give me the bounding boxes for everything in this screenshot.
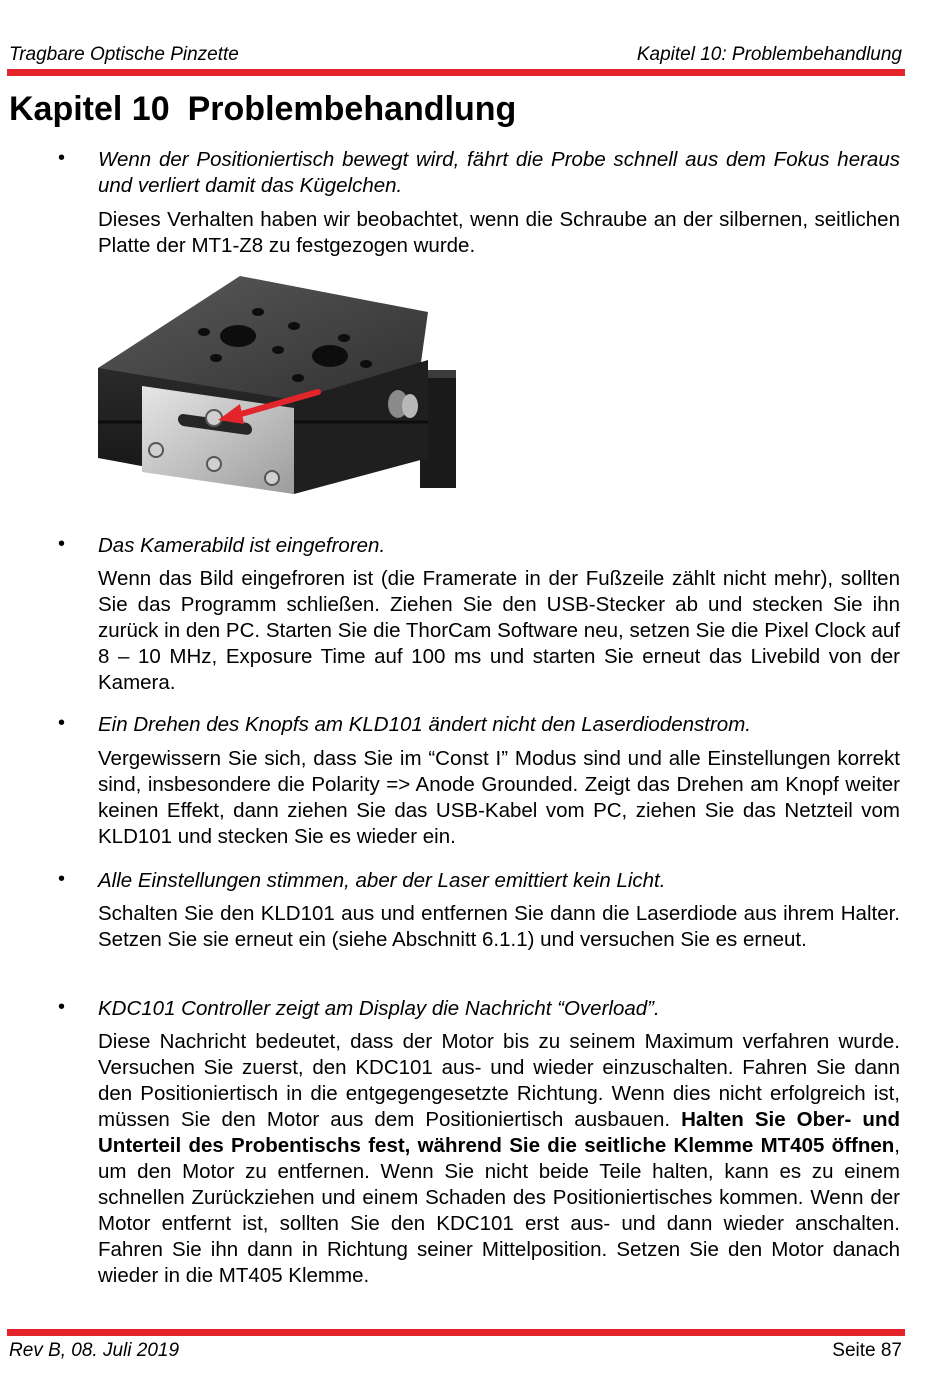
bullet-1: • — [58, 147, 66, 169]
bullet-4: • — [58, 868, 66, 890]
item-1-heading: Wenn der Positioniertisch bewegt wird, fährt die Probe schnell aus dem Fokus heraus und verliert damit das Kügelchen. — [98, 148, 900, 197]
item-3-heading: Ein Drehen des Knopfs am KLD101 ändert nicht den Laserdiodenstrom. — [98, 713, 751, 736]
item-2-heading: Das Kamerabild ist eingefroren. — [98, 534, 386, 557]
item-1-text: Dieses Verhalten haben wir beobachtet, wenn die Schraube an der silbernen, seitlichen Platte der MT1-Z8 zu festgezogen wurde. — [98, 208, 900, 257]
footer-left: Rev B, 08. Juli 2019 — [9, 1340, 180, 1361]
bullet-3: • — [58, 712, 66, 734]
item-4-heading: Alle Einstellungen stimmen, aber der Laser emittiert kein Licht. — [98, 869, 666, 892]
chapter-name: Problembehandlung — [187, 90, 517, 128]
header-left: Tragbare Optische Pinzette — [9, 44, 239, 65]
stage-photo — [98, 272, 458, 494]
chapter-title — [9, 90, 516, 129]
bullet-5: • — [58, 996, 66, 1018]
bullet-2: • — [58, 533, 66, 555]
header-rule — [7, 69, 905, 76]
item-5-heading: KDC101 Controller zeigt am Display die Nachricht “Overload”. — [98, 997, 660, 1020]
item-4-text: Schalten Sie den KLD101 aus und entfernen Sie dann die Laserdiode aus ihrem Halter. Setzen Sie sie erneut ein (siehe Abschnitt 6.1.1) und versuchen Sie es erneut. — [98, 902, 900, 951]
footer-rule — [7, 1329, 905, 1336]
item-2-text: Wenn das Bild eingefroren ist (die Framerate in der Fußzeile zählt nicht mehr), sollten Sie das Programm schließen. Ziehen Sie den USB-Stecker ab und stecken Sie ihn zurück in den PC. Starten Sie die ThorCam Software neu, setzen Sie die Pixel Clock auf 8 – 10 MHz, Exposure Time auf 100 ms und starten Sie erneut das Livebild von der Kamera. — [98, 567, 900, 694]
item-5-text — [98, 1029, 900, 1289]
item-5-text-a: Diese Nachricht bedeutet, dass der Motor bis zu seinem Maximum verfahren wurde. Versuchen Sie zuerst, den KDC101 aus- und wieder einzuschalten. Fahren Sie dann den Positioniertisch in die entgegengesetzte Richtung. Wenn dies nicht erfolgreich ist, müssen Sie den Motor aus dem Positioniertisch ausbauen. — [98, 1030, 900, 1131]
item-5-text-b: , um den Motor zu entfernen. Wenn Sie nicht beide Teile halten, kann es zu einem schnellen Zurückziehen und einem Schaden des Positioniertisches kommen. Wenn der Motor entfernt ist, sollten Sie den KDC101 erst aus- und dann wieder anschalten. Fahren Sie ihn dann in Richtung seiner Mittelposition. Setzen Sie den Motor danach wieder in die MT405 Klemme. — [98, 1134, 900, 1287]
item-5-text-bold: Halten Sie Ober- und Unterteil des Probentischs fest, während Sie die seitliche Klemme MT405 öffnen — [98, 1108, 900, 1157]
header-right: Kapitel 10: Problembehandlung — [636, 44, 902, 65]
chapter-number: Kapitel 10 — [9, 90, 170, 128]
footer-right: Seite 87 — [832, 1340, 902, 1361]
item-3-text: Vergewissern Sie sich, dass Sie im “Const I” Modus sind und alle Einstellungen korrekt sind, insbesondere die Polarity => Anode Grounded. Zeigt das Drehen am Knopf weiter keinen Effekt, dann ziehen Sie das USB-Kabel vom PC, ziehen Sie das Netzteil vom KLD101 und stecken Sie es wieder ein. — [98, 747, 900, 848]
